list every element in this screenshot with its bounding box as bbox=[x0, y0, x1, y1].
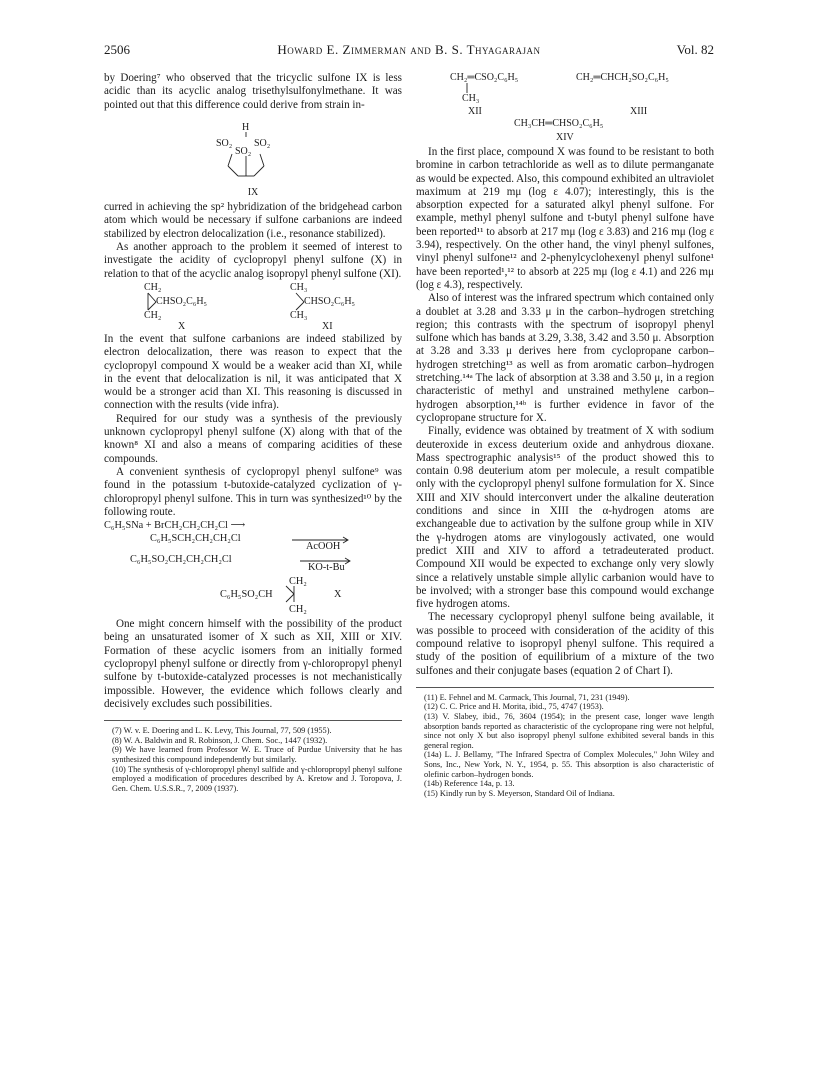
route-product: C₆H₅SO₂CH bbox=[220, 589, 273, 601]
ix-sulfonyl-middle: SO₂ bbox=[235, 145, 252, 157]
paragraph: One might concern himself with the possibility of the product being an unsaturated isomer of X such as XII, XIII or XIV. Formation of these acyclic isomers from an initially formed cyclopropyl phenyl sulfone or directly from γ-chloropropyl phenyl sulfone by t-butoxide-catalyzed processes is not mechanistically impossible. However, the evidence which follows clearly and decisively excludes such possibilities. bbox=[104, 618, 402, 710]
paragraph: As another approach to the problem it seemed of interest to investigate the acidity of cyclopropyl phenyl sulfone (X) in relation to that of the acyclic analog isopropyl phenyl sulfone (XI). bbox=[104, 241, 402, 280]
footnote: (10) The synthesis of γ-chloropropyl phenyl sulfide and γ-chloropropyl phenyl sulfone employed a modification of procedures described by A. Kretow and J. Toropova, J. Gen. Chem. U.S.S.R., 7, 2009 (1937). bbox=[112, 764, 402, 793]
footnote: (13) V. Slabey, ibid., 76, 3604 (1954); in the present case, longer wave length absorption bands reported as characteristic of the cyclopropane ring were not helpful, since not only X but also isopropyl phenyl sulfone exhibited several bands in this general region. bbox=[424, 712, 714, 750]
xi-chso2: CHSO₂C₆H₅ bbox=[304, 295, 356, 307]
route-step-3: C₆H₅SO₂CH₂CH₂CH₂Cl bbox=[130, 554, 232, 566]
paragraph: Finally, evidence was obtained by treatment of X with sodium deuteroxide in excess deuterium oxide and anhydrous dioxane. Mass spectrographic analysis¹⁵ of the product showed this to contain 0.98 deuterium atom per molecule, a result compatible only with the cyclopropyl phenyl sulfone formulation for X. Since XIII and XIV should interconvert under the alkaline deuteration conditions and since in XIII the α-hydrogen atoms are exchangeable due to activation by the sulfone group while in XIV the γ-hydrogen atoms are vinylogously activated, one would predict XIII and XIV to afford a tetradeuterated product. Compound XII would be expected to exchange only very slowly since a relatively unstable simple allylic carbanion would have to be involved; with a stronger base this compound would exchange five hydrogen atoms. bbox=[416, 425, 714, 611]
structure-ix bbox=[104, 112, 402, 186]
structure-ix-bonds bbox=[104, 112, 402, 186]
xii-label: XII bbox=[468, 106, 482, 117]
paragraph: curred in achieving the sp² hybridization of the bridgehead carbon atom which would be necessary if sulfone carbanions are indeed stabilized by electron delocalization (i.e., resonance stabilized). bbox=[104, 201, 402, 240]
synthesis-route-arrows bbox=[104, 520, 402, 618]
route-product-methylene-top: CH₂ bbox=[289, 576, 307, 588]
ix-label: IX bbox=[247, 186, 259, 198]
ix-sulfonyl-left: SO₂ bbox=[216, 137, 233, 149]
xii-methyl: CH₃ bbox=[462, 93, 480, 104]
paragraph: In the first place, compound X was found to be resistant to both bromine in carbon tetrachloride as well as to dilute permanganate as would be expected. Also, this compound exhibited an ultraviolet maximum at 219 mμ (log ε 4.07); interestingly, this is the absorption expected for a saturated alkyl phenyl sulfone. For example, methyl phenyl sulfone and t-butyl phenyl sulfone have been reported¹¹ to absorb at 217 mμ (log ε 3.83) and 216 mμ (log ε 3.94), respectively. On the other hand, the vinyl phenyl sulfones, vinyl phenyl sulfone¹² and 2-phenylcyclohexenyl phenyl sulfone¹ have been reported¹,¹² to absorb at 225 mμ (log ε 4.1) and 226 mμ (log ε 4.3), respectively. bbox=[416, 146, 714, 291]
volume-number: Vol. 82 bbox=[676, 42, 714, 57]
x-label: X bbox=[178, 320, 186, 332]
xiv-formula: CH₃CH═CHSO₂C₆H₅ bbox=[514, 118, 604, 129]
ix-hydrogen: H bbox=[242, 121, 250, 133]
xi-methyl-bottom: CH₃ bbox=[290, 309, 308, 321]
x-methylene-bottom: CH₂ bbox=[144, 309, 162, 321]
paragraph: Required for our study was a synthesis of the previously unknown cyclopropyl phenyl sulfone (X) along with that of the known⁸ XI and also a means of comparing acidities of these compounds. bbox=[104, 412, 402, 465]
paragraph: Also of interest was the infrared spectrum which contained only a doublet at 3.28 and 3.33 μ in the carbon–hydrogen stretching region; this contrasts with the spectrum of isopropyl phenyl sulfone which has bands at 3.29, 3.38, 3.42 and 3.50 μ. Absorption at 3.28 and 3.33 μ derives here from cyclopropane carbon–hydrogen stretching¹³ as well as from aromatic carbon–hydrogen stretching.¹⁴ᵃ The lack of absorption at 3.38 and 3.50 μ, in a region characteristic of methyl and unstrained methylene carbon–hydrogen absorption,¹⁴ᵇ is further evidence in favor of the cyclopropane structure for X. bbox=[416, 292, 714, 424]
page-number: 2506 bbox=[104, 42, 130, 57]
ix-sulfonyl-right: SO₂ bbox=[254, 137, 271, 149]
footnote: (8) W. A. Baldwin and R. Robinson, J. Chem. Soc., 1447 (1932). bbox=[112, 735, 328, 745]
footnote: (12) C. C. Price and H. Morita, ibid., 75, 4747 (1953). bbox=[424, 702, 604, 712]
running-authors: Howard E. Zimmerman and B. S. Thyagarajan bbox=[277, 42, 541, 57]
route-product-label: X bbox=[334, 589, 342, 601]
footnote: (7) W. v. E. Doering and L. K. Levy, This Journal, 77, 509 (1955). bbox=[112, 726, 332, 736]
x-methylene-top: CH₂ bbox=[144, 281, 162, 293]
structures-x-xi bbox=[104, 281, 402, 333]
xi-methyl-top: CH₃ bbox=[290, 281, 308, 293]
footnote: (11) E. Fehnel and M. Carmack, This Journal, 71, 231 (1949). bbox=[424, 692, 630, 702]
xii-formula: CH₂═CSO₂C₆H₅ bbox=[450, 72, 519, 83]
paragraph: The necessary cyclopropyl phenyl sulfone being available, it was possible to proceed with consideration of the acidity of this compound relative to isopropyl phenyl sulfone. This required a study of the position of equilibrium of a mixture of the two sulfones and their conjugate bases (equation 2 of Chart I). bbox=[416, 611, 714, 677]
footnote: (14b) Reference 14a, p. 13. bbox=[424, 779, 515, 789]
footnote: (15) Kindly run by S. Meyerson, Standard Oil of Indiana. bbox=[424, 788, 615, 798]
route-product-methylene-bottom: CH₂ bbox=[289, 604, 307, 616]
paragraph: A convenient synthesis of cyclopropyl phenyl sulfone⁹ was found in the potassium t-butoxide-catalyzed cyclization of γ-chloropropyl phenyl sulfone. This in turn was synthesized¹⁰ by the following route. bbox=[104, 465, 402, 518]
xiv-label: XIV bbox=[556, 132, 574, 143]
x-chso2: CHSO₂C₆H₅ bbox=[156, 295, 208, 307]
xiii-label: XIII bbox=[630, 106, 648, 117]
paragraph: In the event that sulfone carbanions are indeed stabilized by electron delocalization, there was reason to expect that the cyclopropyl compound X would be a weaker acid than XI, while in the event that delocalization is nil, it was anticipated that X would be a stronger acid than XI. This reasoning is discussed in connection with the results (vide infra). bbox=[104, 332, 402, 412]
paragraph: by Doering⁷ who observed that the tricyclic sulfone IX is less acidic than its acyclic analog trisethylsulfonylmethane. It was pointed out that this difference could derive from strain in- bbox=[104, 72, 402, 111]
route-reagent-acooh: AcOOH bbox=[306, 541, 341, 553]
footnote: (9) We have learned from Professor W. E. Truce of Purdue University that he has synthesized this compound independently but similarly. bbox=[112, 745, 402, 764]
running-header bbox=[104, 42, 714, 62]
footnote: (14a) L. J. Bellamy, "The Infrared Spectra of Complex Molecules," John Wiley and Sons, Inc., New York, N. Y., 1954, p. 55. This absorption is also characteristic of olefinic carbon–hydrogen bonds. bbox=[424, 750, 714, 779]
xi-label: XI bbox=[322, 320, 333, 332]
route-step-1: C₆H₅SNa + BrCH₂CH₂CH₂Cl ⟶ bbox=[104, 520, 246, 532]
synthesis-route bbox=[104, 520, 402, 618]
footnote-rule bbox=[104, 720, 402, 721]
route-reagent-kotbu: KO-t-Bu bbox=[308, 562, 345, 574]
xiii-formula: CH₂═CHCH₂SO₂C₆H₅ bbox=[576, 72, 669, 83]
structures-xii-xiv bbox=[416, 72, 714, 146]
footnote-rule bbox=[416, 687, 714, 688]
left-column bbox=[104, 72, 402, 793]
right-column bbox=[416, 72, 714, 798]
route-step-2: C₆H₅SCH₂CH₂CH₂Cl bbox=[150, 533, 241, 545]
